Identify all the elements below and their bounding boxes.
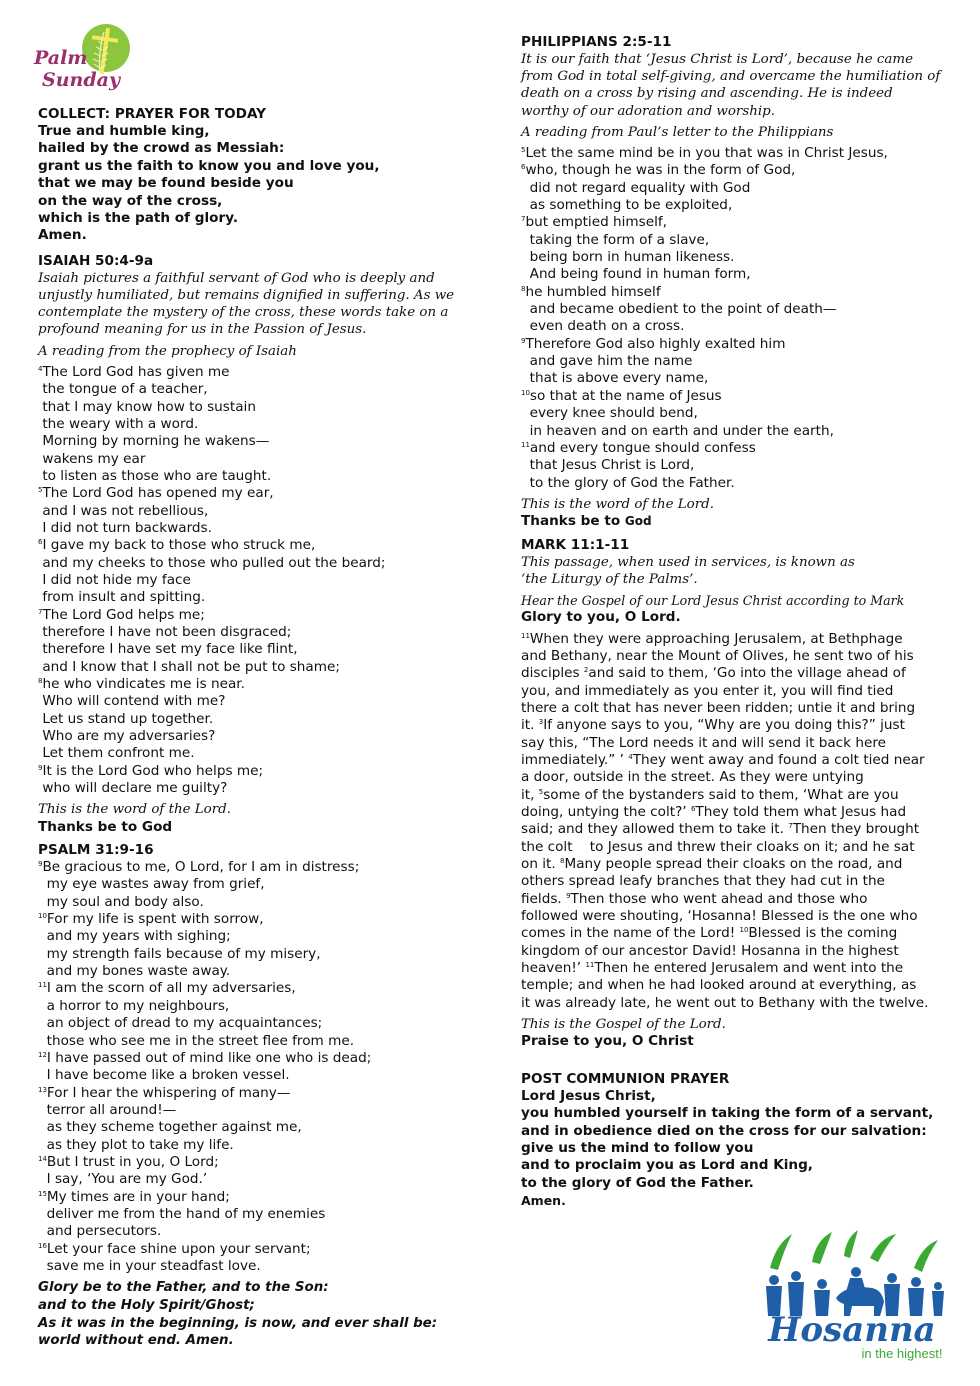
philippians-verse-line: And being found in human form, — [521, 266, 751, 283]
philippians-verse-line: as something to be exploited, — [521, 197, 733, 214]
isaiah-verse-line: $^5$The Lord God has opened my ear, — [38, 485, 274, 502]
mark-line: a door, outside in the street. As they were untying — [521, 769, 864, 786]
verse-number: 3 — [538, 718, 544, 727]
psalm-verse-line: I have become like a broken vessel. — [38, 1067, 290, 1084]
mark-line: others spread leafy branches that they had cut in the — [521, 873, 885, 890]
philippians-verse-line: and became obedient to the point of death— — [521, 301, 837, 318]
verse-number: 4 — [38, 364, 43, 373]
mark-line: it, $^5$some of the bystanders said to them, ‘What are you — [521, 786, 899, 803]
philippians-verse-line: in heaven and on earth and under the earth, — [521, 422, 834, 439]
verse-number: 10 — [38, 912, 47, 921]
psalm-verse-line: I say, ‘You are my God.’ — [38, 1171, 208, 1188]
mark-line: kingdom of our ancestor David! Hosanna in the highest — [521, 942, 899, 959]
post-communion-line: you humbled yourself in taking the form of a servant, — [521, 1105, 934, 1122]
verse-number: 6 — [521, 163, 526, 172]
philippians-section — [521, 34, 961, 531]
isaiah-verse-line: that I may know how to sustain — [38, 398, 256, 415]
mark-line: the colt to Jesus and threw their cloaks on it; and he sat — [521, 838, 915, 855]
isaiah-verse-line: Let them confront me. — [38, 745, 195, 762]
post-communion-heading: POST COMMUNION PRAYER — [521, 1070, 730, 1087]
psalm-verse-line: my eye wastes away from grief, — [38, 876, 265, 893]
verse-number: 11 — [38, 981, 47, 990]
verse-number: 5 — [38, 486, 43, 495]
philippians-verse-line: that Jesus Christ is Lord, — [521, 457, 695, 474]
right-column — [521, 34, 961, 1210]
mark-line: and Bethany, near the Mount of Olives, he sent two of his — [521, 647, 914, 664]
logo-word-sunday: Sunday — [42, 69, 120, 91]
psalm-verse-line: $^{16}$Let your face shine upon your servant; — [38, 1240, 311, 1257]
verse-number: 7 — [788, 822, 793, 831]
mark-response: Praise to you, O Christ — [521, 1033, 694, 1050]
philippians-verse-line: being born in human likeness. — [521, 249, 735, 266]
verse-number: 5 — [521, 146, 526, 155]
mark-line: on it. $^8$Many people spread their cloaks on the road, and — [521, 855, 903, 872]
verse-number: 15 — [38, 1189, 47, 1198]
isaiah-verses — [38, 364, 478, 798]
collect-line: hailed by the crowd as Messiah: — [38, 140, 285, 157]
isaiah-verse-line: therefore I have set my face like flint, — [38, 641, 298, 658]
verse-number: 8 — [560, 856, 565, 865]
left-column — [38, 106, 478, 1350]
isaiah-verse-line: and my cheeks to those who pulled out the beard; — [38, 554, 386, 571]
post-communion-line: and to proclaim you as Lord and King, — [521, 1157, 813, 1174]
philippians-heading: PHILIPPIANS 2:5-11 — [521, 34, 672, 50]
post-communion-line: to the glory of God the Father. — [521, 1174, 754, 1191]
isaiah-verse-line: the weary with a word. — [38, 415, 199, 432]
philippians-verse-line: every knee should bend, — [521, 405, 698, 422]
isaiah-verse-line: $^4$The Lord God has given me — [38, 363, 230, 380]
psalm-verse-line: and persecutors. — [38, 1223, 162, 1240]
mark-heading: MARK 11:1-11 — [521, 536, 630, 553]
psalm-verse-line: my soul and body also. — [38, 893, 204, 910]
psalm-verse-line: an object of dread to my acquaintances; — [38, 1015, 323, 1032]
isaiah-verse-line: I did not hide my face — [38, 571, 191, 588]
philippians-verse-line: $^9$Therefore God also highly exalted him — [521, 335, 786, 352]
post-communion-section — [521, 1071, 961, 1210]
isaiah-verse-line: Let us stand up together. — [38, 710, 214, 727]
mark-section — [521, 537, 961, 1051]
mark-line: disciples $^2$and said to them, ‘Go into the village ahead of — [521, 665, 906, 682]
psalm-verse-line: as they plot to take my life. — [38, 1136, 234, 1153]
verse-number: 6 — [38, 538, 43, 547]
verse-number: 6 — [690, 804, 696, 813]
isaiah-intro: Isaiah pictures a faithful servant of God who is deeply and unjustly humiliated, but remains dignified in suffering. As we contemplate the mystery of the cross, these words take on a profound meaning for us in the Passion of Jesus. — [38, 270, 455, 338]
post-communion-line: Lord Jesus Christ, — [521, 1087, 656, 1104]
post-communion-line: and in obedience died on the cross for our salvation: — [521, 1122, 927, 1139]
collect-section — [38, 106, 478, 245]
isaiah-closing: This is the word of the Lord. — [38, 802, 231, 818]
verse-number: 9 — [566, 891, 571, 900]
philippians-verses — [521, 145, 961, 492]
psalm-verse-line: terror all around!— — [38, 1101, 177, 1118]
isaiah-verse-line: $^8$he who vindicates me is near. — [38, 676, 245, 693]
philippians-response — [521, 513, 961, 530]
isaiah-verse-line: $^6$I gave my back to those who struck me, — [38, 537, 316, 554]
collect-line: that we may be found beside you — [38, 175, 294, 192]
mark-line: followed were shouting, ‘Hosanna! Blessed is the one who — [521, 908, 918, 925]
verse-number: 14 — [38, 1154, 47, 1163]
collect-line: Amen. — [38, 227, 87, 244]
philippians-intro: It is our faith that ‘Jesus Christ is Lord’, because he came from God in total self-giving, and overcame the humiliation of death on a cross by rising and ascending. He is indeed worthy of our adoration and worship. — [521, 52, 941, 119]
isaiah-verse-line: Who are my adversaries? — [38, 728, 216, 745]
isaiah-section — [38, 253, 478, 836]
gloria-line: world without end. Amen. — [38, 1333, 234, 1349]
philippians-verse-line: to the glory of God the Father. — [521, 474, 735, 491]
collect-heading: COLLECT: PRAYER FOR TODAY — [38, 106, 267, 122]
psalm-verse-line: $^{15}$My times are in your hand; — [38, 1188, 230, 1205]
philippians-verse-line: that is above every name, — [521, 370, 709, 387]
psalm-verse-line: and my bones waste away. — [38, 963, 231, 980]
mark-line: it. $^3$If anyone says to you, “Why are you doing this?” just — [521, 717, 905, 734]
psalm-verse-line: my strength fails because of my misery, — [38, 945, 321, 962]
isaiah-response: Thanks be to God — [38, 818, 173, 835]
gloria-line: and to the Holy Spirit/Ghost; — [38, 1297, 255, 1313]
verse-number: 9 — [38, 763, 43, 772]
philippians-verse-line: $^7$but emptied himself, — [521, 214, 667, 231]
psalm-verse-line: $^{10}$For my life is spent with sorrow, — [38, 911, 264, 928]
mark-line: immediately.” ’ $^4$They went away and found a colt tied near — [521, 751, 925, 768]
hosanna-logo — [752, 1228, 952, 1363]
verse-number: 7 — [38, 607, 43, 616]
psalm-verse-line: and my years with sighing; — [38, 928, 231, 945]
isaiah-verse-line: $^9$It is the Lord God who helps me; — [38, 762, 264, 779]
verse-number: 2 — [583, 666, 589, 675]
psalm-section — [38, 842, 478, 1350]
mark-line: fields. $^9$Then those who went ahead and those who — [521, 890, 868, 907]
post-communion-line: give us the mind to follow you — [521, 1139, 754, 1156]
gloria-line: Glory be to the Father, and to the Son: — [38, 1280, 329, 1296]
isaiah-verse-line: therefore I have not been disgraced; — [38, 624, 292, 641]
mark-line: heaven!’ $^{11}$Then he entered Jerusalem and went into the — [521, 960, 904, 977]
psalm-verse-line: $^9$Be gracious to me, O Lord, for I am in distress; — [38, 859, 360, 876]
mark-closing: This is the Gospel of the Lord. — [521, 1017, 726, 1033]
philippians-verse-line: even death on a cross. — [521, 318, 685, 335]
isaiah-verse-line: $^7$The Lord God helps me; — [38, 606, 205, 623]
collect-line: grant us the faith to know you and love you, — [38, 157, 380, 174]
verse-number: 9 — [521, 336, 526, 345]
psalm-verse-line: $^{13}$For I hear the whispering of many— — [38, 1084, 291, 1101]
philippians-verse-line: did not regard equality with God — [521, 179, 751, 196]
philippians-verse-line: $^{11}$and every tongue should confess — [521, 439, 756, 456]
hosanna-title: Hosanna — [768, 1310, 936, 1350]
philippians-verse-line: $^{10}$so that at the name of Jesus — [521, 387, 722, 404]
verse-number: 8 — [521, 284, 526, 293]
verse-number: 10 — [739, 926, 749, 935]
palm-cross-icon — [30, 22, 130, 96]
psalm-verse-line: $^{12}$I have passed out of mind like one who is dead; — [38, 1049, 372, 1066]
collect-line: which is the path of glory. — [38, 210, 238, 227]
gloria-line: As it was in the beginning, is now, and ever shall be: — [38, 1315, 438, 1331]
isaiah-verse-line: who will declare me guilty? — [38, 780, 228, 797]
philippians-response-b: God — [624, 514, 652, 529]
mark-text — [521, 631, 961, 1013]
mark-line: $^{11}$When they were approaching Jerusalem, at Bethphage — [521, 630, 903, 647]
verse-number: 5 — [538, 787, 544, 796]
isaiah-verse-line: to listen as those who are taught. — [38, 467, 272, 484]
philippians-verse-line: and gave him the name — [521, 353, 693, 370]
isaiah-verse-line: I did not turn backwards. — [38, 519, 212, 536]
psalm-heading: PSALM 31:9-16 — [38, 842, 154, 859]
philippians-verse-line: $^8$he humbled himself — [521, 283, 661, 300]
isaiah-verse-line: the tongue of a teacher, — [38, 381, 208, 398]
crowd-with-palms-icon — [752, 1228, 952, 1363]
psalm-verse-line: save me in your steadfast love. — [38, 1257, 261, 1274]
mark-intro: This passage, when used in services, is known as — [521, 554, 855, 570]
isaiah-verse-line: Morning by morning he wakens— — [38, 433, 270, 450]
philippians-closing: This is the word of the Lord. — [521, 496, 714, 512]
mark-line: said; and they allowed them to take it. $^7$Then they brought — [521, 821, 920, 838]
mark-line: you, and immediately as you enter it, you will find tied — [521, 682, 894, 699]
isaiah-heading: ISAIAH 50:4-9a — [38, 252, 154, 269]
isaiah-verse-line: and I was not rebellious, — [38, 502, 209, 519]
psalm-verse-line: those who see me in the street flee from me. — [38, 1032, 355, 1049]
verse-number: 12 — [38, 1050, 47, 1059]
psalm-verses — [38, 859, 478, 1275]
mark-line: comes in the name of the Lord! $^{10}$Blessed is the coming — [521, 925, 898, 942]
verse-number: 9 — [38, 860, 43, 869]
palm-sunday-logo — [30, 22, 130, 96]
hosanna-subtitle: in the highest! — [861, 1346, 943, 1361]
isaiah-announce: A reading from the prophecy of Isaiah — [38, 343, 297, 359]
collect-line: on the way of the cross, — [38, 192, 223, 209]
psalm-verse-line: as they scheme together against me, — [38, 1119, 302, 1136]
philippians-verse-line: taking the form of a slave, — [521, 231, 710, 248]
isaiah-verse-line: and I know that I shall not be put to shame; — [38, 658, 340, 675]
verse-number: 16 — [38, 1241, 47, 1250]
verse-number: 11 — [521, 440, 530, 449]
verse-number: 13 — [38, 1085, 47, 1094]
mark-announce: Hear the Gospel of our Lord Jesus Christ according to Mark — [521, 592, 905, 608]
psalm-verse-line: $^{14}$But I trust in you, O Lord; — [38, 1153, 219, 1170]
post-communion-amen: Amen. — [521, 1193, 566, 1209]
philippians-announce: A reading from Paul’s letter to the Philippians — [521, 124, 834, 140]
psalm-verse-line: a horror to my neighbours, — [38, 997, 230, 1014]
verse-number: 8 — [38, 677, 43, 686]
verse-number: 11 — [521, 631, 530, 640]
verse-number: 7 — [521, 215, 526, 224]
logo-word-palm: Palm — [34, 47, 88, 69]
collect-line: True and humble king, — [38, 123, 210, 139]
isaiah-verse-line: wakens my ear — [38, 450, 146, 467]
psalm-verse-line: deliver me from the hand of my enemies — [38, 1205, 326, 1222]
isaiah-verse-line: from insult and spitting. — [38, 589, 206, 606]
mark-line: doing, untying the colt?’ $^6$They told them what Jesus had — [521, 803, 907, 820]
philippians-verse-line: $^6$who, though he was in the form of God, — [521, 162, 796, 179]
mark-line: there a colt that has never been ridden; untie it and bring — [521, 699, 916, 716]
philippians-response-a: Thanks be to — [521, 513, 625, 530]
verse-number: 4 — [628, 752, 633, 761]
mark-line: say this, “The Lord needs it and will send it back here — [521, 734, 886, 751]
mark-line: temple; and when he had looked around at everything, as — [521, 977, 917, 994]
verse-number: 10 — [521, 388, 530, 397]
mark-line: it was already late, he went out to Bethany with the twelve. — [521, 994, 929, 1011]
verse-number: 11 — [585, 961, 595, 970]
mark-acclaim: Glory to you, O Lord. — [521, 609, 681, 626]
mark-intro: ‘the Liturgy of the Palms’. — [521, 571, 698, 587]
psalm-verse-line: $^{11}$I am the scorn of all my adversaries, — [38, 980, 296, 997]
isaiah-verse-line: Who will contend with me? — [38, 693, 226, 710]
philippians-verse-line: $^5$Let the same mind be in you that was in Christ Jesus, — [521, 145, 888, 162]
